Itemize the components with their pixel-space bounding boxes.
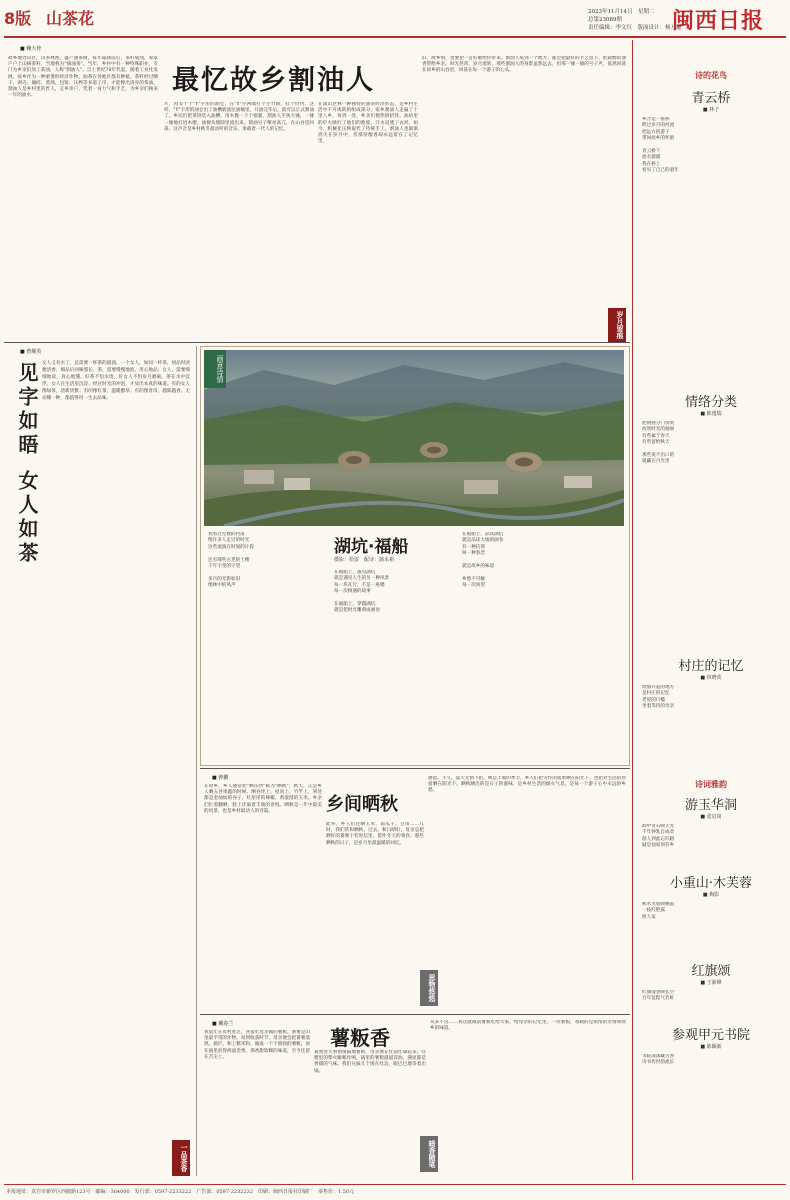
village-aerial-photo (204, 350, 624, 526)
side-column (636, 40, 786, 1180)
section-name: 山茶花 (46, 9, 95, 28)
divider-2 (200, 768, 630, 769)
article4-title: 薯粄香 (330, 1026, 390, 1050)
poem2-title: 情络分类 (684, 395, 737, 410)
poem2-author: ■ 陈逸瑞 (700, 411, 722, 417)
poem2-text: 把情感分门别类 放进时光的抽屉 有些属于春天 有些留给秋天 那些说不出口的 就藏在月光里 (642, 421, 675, 465)
poem6-title: 红旗颂 (691, 964, 731, 979)
poem7-author: ■ 陈颖新 (700, 1044, 722, 1050)
article1-body-col4: 旧，故乡情，也要把一首好歌给你带来。割油人每到一个地方，都会把最好的手艺留下，把最醇的油香带给乡亲。时光荏苒，岁月流转，那些割油人的身影虽然远去，但那一锤一锤的号子声，依然回荡在故乡的山谷里，回荡在每一个游子的心头。 (422, 56, 626, 74)
article1-author: ■ 赖大骨 (20, 46, 42, 52)
poem1-text: 乡音是一座桥 跨过岁月的河流 把远方的游子 带回故乡的怀抱 青云桥下 流水潺潺 我在桥上 看见了自己的童年 (642, 117, 679, 174)
poem4-author: ■ 张启周 (700, 814, 722, 820)
editor-line: 责任编辑：李文红 版面设计：杨万磊 (588, 25, 682, 31)
photo-poem-mid: 在福船上，遇见湖坑 就是遇见人生的另一种风景 每一块瓦片，不是一座楼 每一次相遇的故事 在福船上，穿越湖坑 就是把时光雕刻成画卷 (334, 570, 390, 614)
photo-tag: 画意诗情 (204, 350, 226, 388)
photo-poem-right: 在福船上，品读湖坑 就是品读大地的画卷 有一种信仰 叫一种眷恋 就是故乡的味道 乡愁不可触 每一次回望 (462, 532, 504, 589)
article2-title-part1: 见字如晤 (15, 362, 39, 458)
poem5-author: ■ 梅影 (702, 892, 720, 898)
article3-author: ■ 钟鹏 (212, 775, 229, 781)
photo-credit: 摄影：拾雷 配诗：蒲永祖 (334, 557, 395, 563)
poem5-title: 小重山·木芙蓉 (669, 876, 753, 891)
page-number: 8版 (4, 9, 32, 28)
article4-body1: 我童年在农村度过，喜爱吃母亲做的薯粄。番薯是山里最平常的作物，每到收获时节，母亲便会把番薯蒸熟、捣烂，和上糯米粉，做成一个个圆圆的薯粄，放在锅里煎得两面金黄。那香甜软糯的味道，至今还留在舌尖上。 (204, 1030, 310, 1060)
poem4-title: 游玉华洞 (684, 798, 737, 813)
article3-body3: 感恩。不久，夏天无情下把，秋是丰收的季节，乡人们把劳作的成果晒在阳光下，也把对生活的热爱晒在阳光下。晒秋晒出的是日子的滋味，是乡村生活的烟火气息，是每一个游子心中永远的乡愁。 (428, 776, 626, 794)
article4-stamp: 暗香随笔 (420, 1136, 438, 1172)
poem5-text: 秋水芙蓉映晚霞 一枝红艳露 照人家 (642, 902, 675, 920)
article1-stamp: 岁月留痕 (608, 308, 626, 342)
article1-body-col2: 片，再等十个"Y"字形的油仓，在"Y"字两端打个小竹洞，挂个铃铛。这样，"Y"字形的油仓出了油槽就流往油桶里。开油完毕后，就可以正式割油了。乡民们把茶饼装入油槽，用木楔一个个塞紧，割油人手执大锤，一锤一锤地打进木楔，油便从缝隙里流出来。割油号子嘹亮高亢，在山谷里回荡。这声音是乡村秋冬最动听的音乐，承载着一代人的记忆。 (164, 102, 314, 132)
photo-image (204, 350, 624, 526)
side-tag-classic: 诗词雅韵 (695, 780, 727, 789)
footer-rule (4, 1184, 786, 1185)
article4-author: ■ 戴春兰 (212, 1021, 234, 1027)
side-divider (632, 40, 633, 1180)
article3-title: 乡间晒秋 (326, 794, 398, 815)
poem7-title: 参观甲元书院 (671, 1028, 750, 1043)
article2-stamp: 一品茶香 (172, 1140, 190, 1176)
divider-v-left (196, 346, 197, 1176)
poem3-author: ■ 林晓英 (700, 675, 722, 681)
poem1-author: ■ 林子 (702, 107, 720, 113)
poem4-text: 洞中奇石映天光 千年钟乳自成章 游人到此忘归路 疑是仙家别有乡 (642, 824, 675, 849)
masthead-rule (4, 36, 786, 38)
poem1-title: 青云桥 (691, 91, 731, 106)
article2-title-part2: 女人如茶 (15, 470, 39, 566)
paper-logo: 闽西日报 (672, 9, 765, 34)
article1-body-col1: 故乡地处山区，山多林密，盛产油茶树。每年霜降前后，茶籽成熟，家家户户上山摘茶籽，当地称为"摘油茶"。当年，乡村中有一种特殊职业，专门为乡亲们加工茶油，人称"割油人"。自上世纪70年代起，随着工业化发展，故乡作为一种重要的经济作物，油茶在各地区都有种植。茶籽经过晒干、剥壳、碾碎、蒸熟、包饼、压榨等多道工序，才能榨出清亮的茶油。割油人是乡村里的匠人，走乡串户，凭着一身力气和手艺，为乡亲们换来一年的油水。 (8, 56, 158, 99)
side-tag-poems: 诗的花鸟 (695, 71, 727, 80)
poem3-text: 炊烟升起的地方 是村庄的记忆 老屋的门槛 坐着等待的母亲 (642, 685, 675, 710)
photo-poem-left: 我看过无数的村落 像许多人走过的时光 这些流淌在时间的片段 还有那些古老的土楼 千年不变的守望 多月的光影如旧 像林中的风声 (208, 532, 254, 589)
article1-title: 最忆故乡割油人 (172, 65, 375, 96)
divider-1 (4, 342, 630, 343)
date-line: 2023年11月14日 星期二 (588, 9, 655, 15)
poem6-text: 红旗漫卷映长空 百年征程气若虹 (642, 990, 675, 1002)
article2-author: ■ 曾顺英 (20, 349, 42, 355)
article3-body2: 此外，乡人们还晒玉米、南瓜干、豆角……儿时，我们常和晒秋。过去，秋日晴好，母亲总把晒好的番薯干装进坛里，留作冬天的零食。那些晒秋的日子，是岁月里最温暖的回忆。 (326, 822, 424, 846)
issue-number: 总第23089期 (588, 17, 622, 23)
article4-body3: 从来不这……我这就做前薯粄吃给大家，给母亲的记忆里，一块薯粄，承载的是浓浓的亲情和故乡的味道。 (430, 1020, 626, 1032)
photo-caption-title: 湖坑·福船 (334, 537, 409, 557)
divider-3 (200, 1014, 630, 1015)
article2-body: 女人又名水了，总需要一杯茶的滋润。一个女人，如同一杯茶，初品时淡雅清香，细品后回味悠长。茶，需要慢慢地泡，用心地品；女人，需要细细地读，真心地懂。好茶不怕水烫，好女人不怕岁月磨砺。茶在水中沉浮，女人在生活里沉淀，经过时光的冲泡，才显出本真的味道。有的女人像绿茶，清新淡雅；有的像红茶，温暖醇厚；有的像普洱，越陈越香。无论哪一种，都值得用一生去品味。 (42, 361, 190, 401)
article4-body2: 葛然处大事情情隔地薯粄，母亲便在灶前忙碌起来。灶膛里的柴火噼啪作响，锅里的薯粄滋滋冒油，满屋都是香甜的气味。我们兄妹几个围在灶边，眼巴巴地等着出锅。 (314, 1050, 426, 1074)
poem7-text: 书院深深藏古香 诗书传世韵流长 (642, 1054, 675, 1066)
article3-body1: 在故乡，乡人通常把"晒东西"称为"晒秋"，秋天，正是乡人晒五谷果蔬的时候。晒谷坪上、屋顶上、竹竿上，到处都是金灿灿的谷子、红彤彤的辣椒、黄澄澄的玉米。乡亲们忙着翻晒，脸上洋溢着丰收的喜悦。晒秋是一年中最美的风景，也是乡村最动人的诗篇。 (204, 784, 322, 814)
article1-body-col3: 在深山老林一种独特的油茶经济形态，是乡村生活中不可或缺的组成部分。家乡割油人走遍了十里八乡，每到一处，乡亲们便热情招待。油坊里的炉火映红了他们的脸庞，汗水浸透了衣衫。如今，机械化压榨取代了传统手工，割油人也渐渐消失在岁月中，但那份醇香却永远留在了记忆里。 (318, 102, 418, 145)
footer-text: 本报地址：龙岩市新罗区西陂路123号 邮编：364000 发行部：0597-2233222 广告部：0597-2232232 印刷：闽西日报社印刷厂 零售价：1.50元 (6, 1189, 355, 1195)
poem6-author: ■ 王新峰 (700, 980, 722, 986)
article3-stamp: 思物悠悠 (420, 970, 438, 1006)
poem3-title: 村庄的记忆 (678, 659, 744, 674)
